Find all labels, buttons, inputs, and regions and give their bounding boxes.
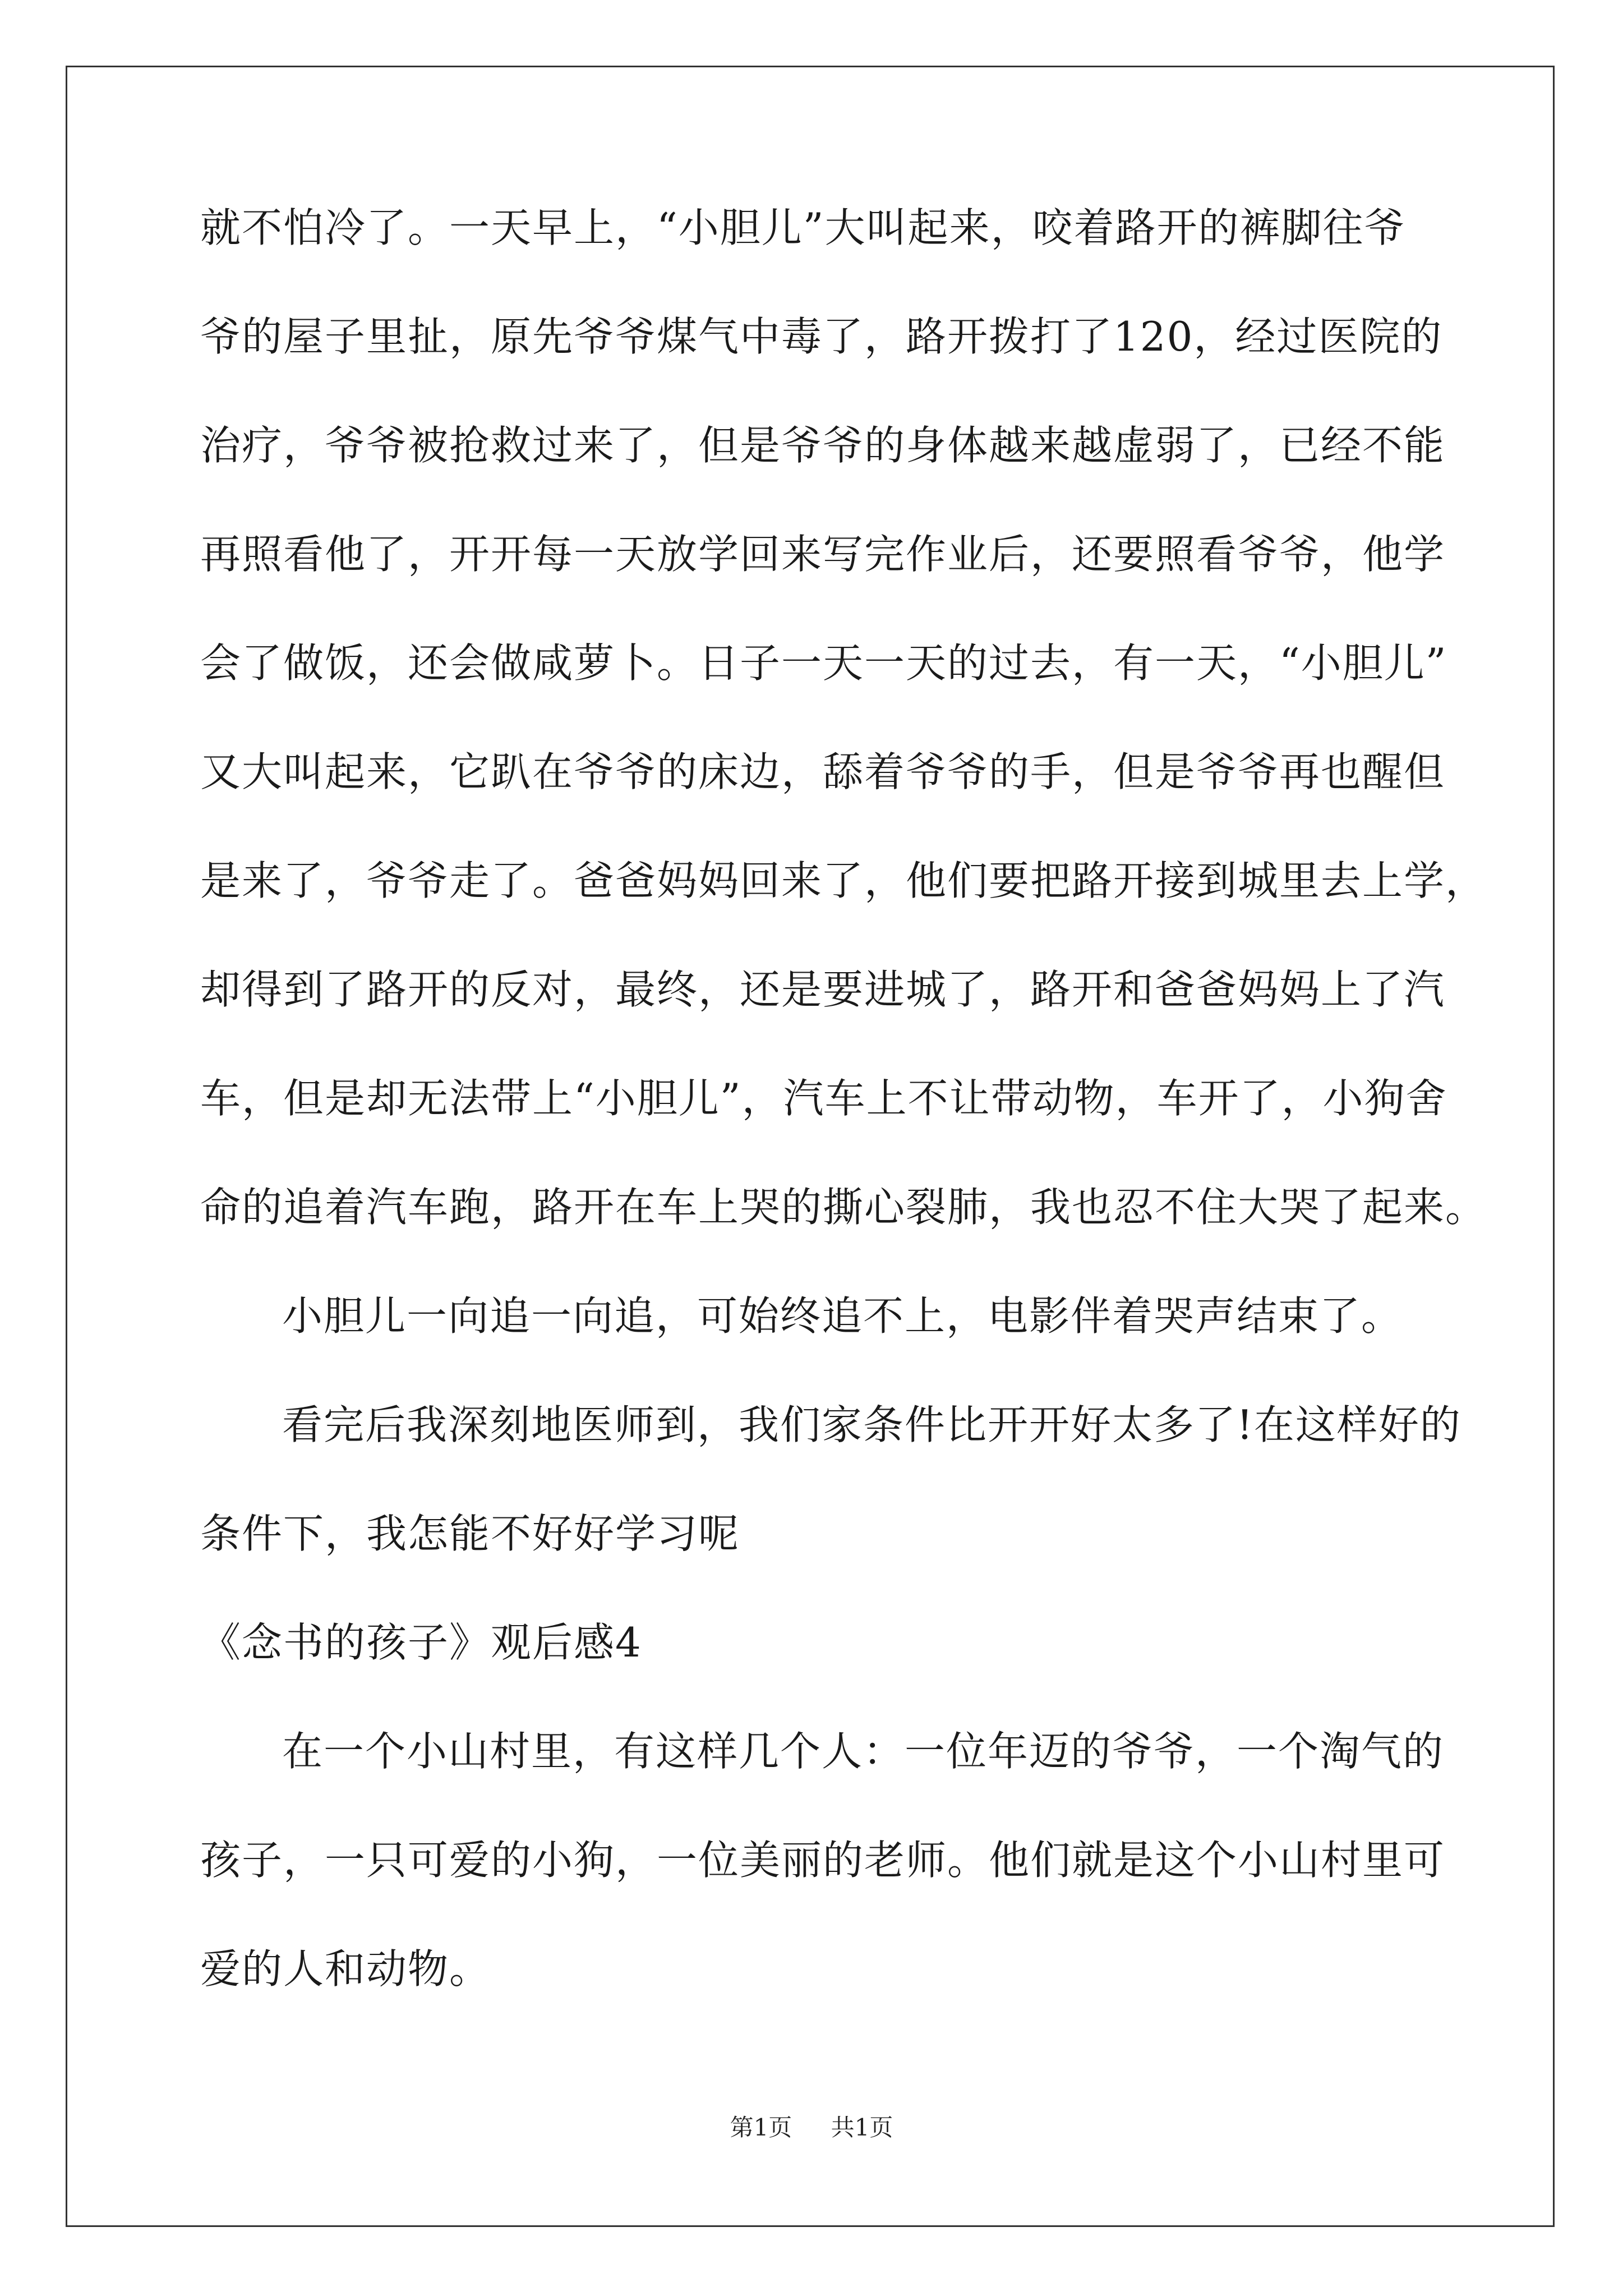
paragraph-line: 会了做饭，还会做咸萝卜。日子一天一天的过去，有一天，“小胆儿” [200, 639, 1447, 687]
paragraph-line: 条件下，我怎能不好好学习呢 [200, 1510, 740, 1557]
section-heading: 《念书的孩子》观后感4 [200, 1619, 642, 1666]
paragraph-line: 爱的人和动物。 [200, 1945, 491, 1993]
page-number-current: 第1页 [730, 2114, 792, 2141]
document-body [200, 204, 1487, 2058]
paragraph-line: 在一个小山村里，有这样几个人：一位年迈的爷爷，一个淘气的 [282, 1728, 1445, 1775]
paragraph-line: 车，但是却无法带上“小胆儿”，汽车上不让带动物，车开了，小狗舍 [200, 1075, 1447, 1122]
paragraph-line: 爷的屋子里扯，原先爷爷煤气中毒了，路开拨打了120，经过医院的 [200, 313, 1443, 360]
paragraph-line: 看完后我深刻地医师到，我们家条件比开开好太多了!在这样好的 [282, 1401, 1461, 1448]
paragraph-line: 孩子，一只可爱的小狗，一位美丽的老师。他们就是这个小山村里可 [200, 1837, 1446, 1884]
paragraph-line: 就不怕冷了。一天早上，“小胆儿”大叫起来，咬着路开的裤脚往爷 [200, 204, 1406, 251]
paragraph-line: 命的追着汽车跑，路开在车上哭的撕心裂肺，我也忍不住大哭了起来。 [200, 1184, 1487, 1231]
paragraph-line: 再照看他了，开开每一天放学回来写完作业后，还要照看爷爷，他学 [200, 531, 1446, 578]
paragraph-line: 是来了，爷爷走了。爸爸妈妈回来了，他们要把路开接到城里去上学， [200, 857, 1487, 904]
page-footer [0, 2116, 1623, 2139]
paragraph-line: 小胆儿一向追一向追，可始终追不上，电影伴着哭声结束了。 [282, 1292, 1403, 1340]
paragraph-line: 治疗，爷爷被抢救过来了，但是爷爷的身体越来越虚弱了，已经不能 [200, 422, 1446, 469]
paragraph-line: 却得到了路开的反对，最终，还是要进城了，路开和爸爸妈妈上了汽 [200, 966, 1446, 1013]
paragraph-line: 又大叫起来，它趴在爷爷的床边，舔着爷爷的手，但是爷爷再也醒但 [200, 748, 1446, 795]
page-number-total: 共1页 [831, 2114, 893, 2141]
